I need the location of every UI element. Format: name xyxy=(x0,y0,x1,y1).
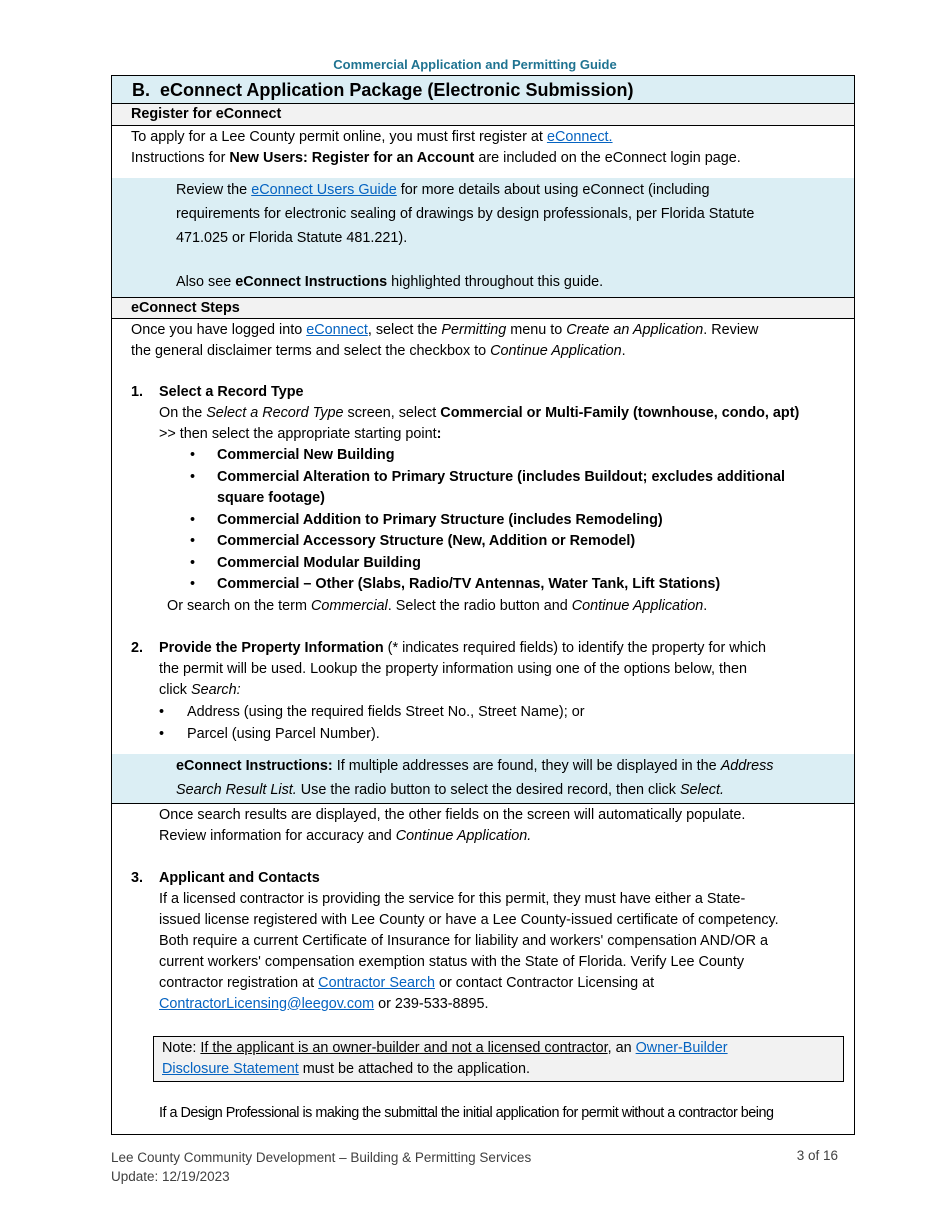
page-number: 3 of 16 xyxy=(796,1148,838,1163)
section-letter: B. xyxy=(132,80,150,100)
list-item: • Parcel (using Parcel Number). xyxy=(159,725,380,742)
econnect-link[interactable]: eConnect. xyxy=(546,129,613,145)
address-instructions-callout: eConnect Instructions: If multiple addresses are found, they will be displayed in the Address Search Result List. Use the radio button to select the desired record, then click Select. xyxy=(112,754,854,804)
content-frame xyxy=(111,75,855,1135)
step-1-search-note: Or search on the term Commercial. Select the radio button and Continue Application. xyxy=(167,597,708,614)
contractor-email-link[interactable]: ContractorLicensing@leegov.com xyxy=(159,995,375,1012)
disclosure-statement-link[interactable]: Disclosure Statement xyxy=(162,1060,299,1077)
steps-intro: Once you have logged into eConnect, select the Permitting menu to Create an Application. Review the general disclaimer terms and select the checkbox to Continue Application. xyxy=(131,322,759,359)
list-item: • Commercial New Building xyxy=(190,447,395,463)
step-1-text: On the Select a Record Type screen, select Commercial or Multi-Family (townhouse, condo, apt) >> then select the appropriate starting point: xyxy=(159,405,800,442)
econnect-login-link[interactable]: eConnect xyxy=(306,322,368,338)
contractor-search-link[interactable]: Contractor Search xyxy=(318,974,435,991)
users-guide-link[interactable]: eConnect Users Guide xyxy=(251,182,397,198)
step-2-heading: 2. Provide the Property Information (* indicates required fields) to identify the property for which xyxy=(131,639,767,656)
list-item: • Commercial Accessory Structure (New, Addition or Remodel) xyxy=(190,533,636,549)
footer-dept: Lee County Community Development – Building & Permitting Services xyxy=(111,1150,532,1165)
step-2-text: the permit will be used. Lookup the property information using one of the options below, then click Search: xyxy=(159,660,747,698)
register-text: To apply for a Lee County permit online, you must first register at eConnect. Instructions for New Users: Register for an Account are included on the eConnect login page. xyxy=(131,129,741,166)
step-2-after-text: Once search results are displayed, the other fields on the screen will automatically populate. Review information for accuracy and Continue Application. xyxy=(159,806,746,844)
list-item: • Commercial Alteration to Primary Structure (includes Buildout; excludes additional square footage) xyxy=(190,468,786,506)
step-3-heading: 3. Applicant and Contacts xyxy=(131,869,320,886)
step-3-text: If a licensed contractor is providing the service for this permit, they must have either a State- issued license registered with Lee County or have a Lee County-issued certificate of competency. Both require a current Certificate of Insurance for liability and workers' compensation AND/OR a current workers' compensation exemption status with the State of Florida. Verify Lee County contractor registration at Contractor Search or contact Contractor Licensing at ContractorLicensing@leegov.com or 239-533-8895. xyxy=(159,890,779,1012)
section-title xyxy=(112,76,854,104)
step-1-heading: 1. Select a Record Type xyxy=(131,384,304,400)
section-heading: eConnect Application Package (Electronic Submission) xyxy=(160,80,634,100)
list-item: • Commercial Addition to Primary Structure (includes Remodeling) xyxy=(190,511,663,528)
users-guide-callout: Review the eConnect Users Guide for more details about using eConnect (including requirements for electronic sealing of drawings by design professionals, per Florida Statute 471.025 or Florida Statute 481.221). Also see eConnect Instructions highlighted throughout this guide. xyxy=(112,178,854,297)
register-heading: Register for eConnect xyxy=(112,104,854,126)
footer xyxy=(111,1148,531,1186)
list-item: • Address (using the required fields Street No., Street Name); or xyxy=(159,703,585,720)
list-item: • Commercial – Other (Slabs, Radio/TV Antennas, Water Tank, Lift Stations) xyxy=(190,576,721,592)
steps-heading: eConnect Steps xyxy=(112,297,854,319)
owner-builder-link[interactable]: Owner-Builder xyxy=(635,1039,728,1056)
design-professional-text: If a Design Professional is making the submittal the initial application for permit without a contractor being xyxy=(159,1104,774,1121)
record-type-list xyxy=(112,445,854,596)
running-header: Commercial Application and Permitting Guide xyxy=(333,57,617,72)
footer-update: Update: 12/19/2023 xyxy=(111,1169,230,1184)
owner-builder-note: Note: If the applicant is an owner-builder and not a licensed contractor, an Owner-Builder Disclosure Statement must be attached to the application. xyxy=(153,1036,844,1082)
list-item: • Commercial Modular Building xyxy=(190,554,421,571)
